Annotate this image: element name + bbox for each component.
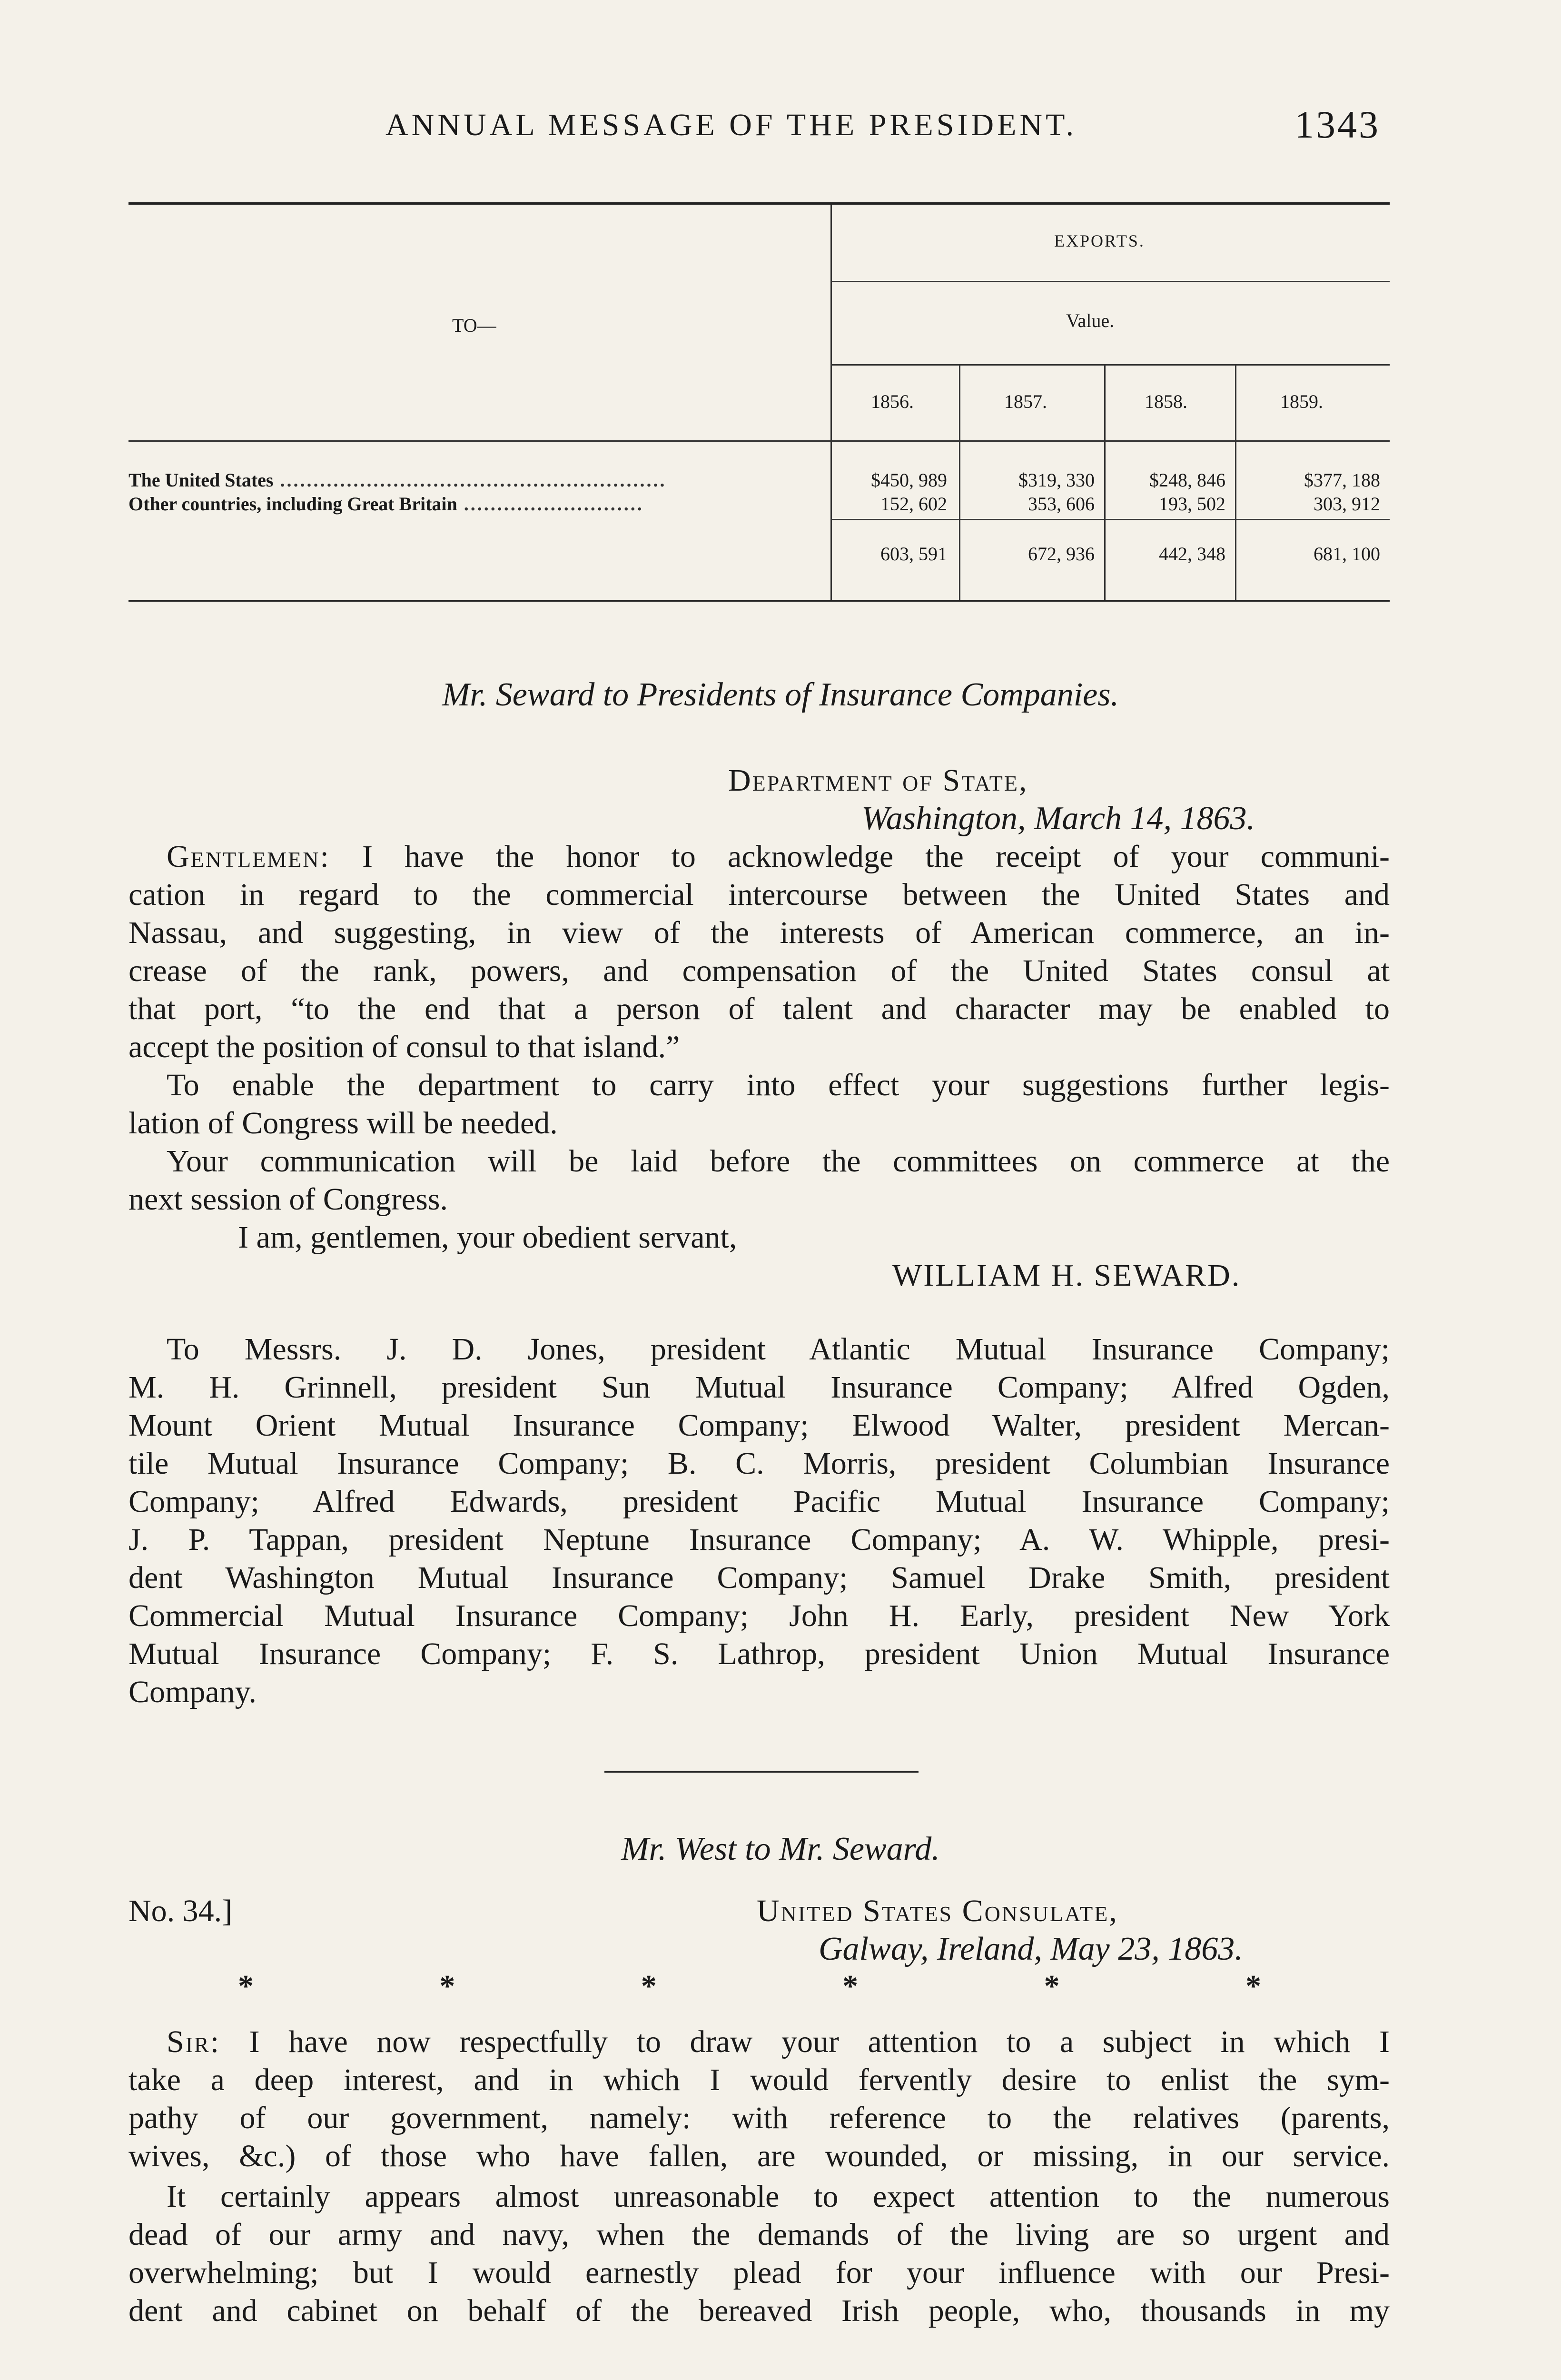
- addressee-line: Mount Orient Mutual Insurance Company; Elwood Walter, president Mercan-: [128, 1408, 1390, 1443]
- table-cell: $450, 989: [871, 469, 947, 491]
- year-header: 1857.: [1004, 391, 1047, 412]
- table-cell: 353, 606: [1028, 493, 1095, 515]
- letter2-line: Sir: I have now respectfully to draw your attention to a subject in which I: [167, 2024, 1390, 2059]
- letter1-line: accept the position of consul to that island.”: [128, 1030, 680, 1064]
- letter1-line: crease of the rank, powers, and compensation of the United States consul at: [128, 953, 1390, 988]
- star: *: [439, 1969, 455, 2003]
- year-header: 1858.: [1145, 391, 1187, 412]
- year-header: 1859.: [1280, 391, 1323, 412]
- star: *: [842, 1969, 859, 2003]
- table-cell: $319, 330: [1018, 469, 1095, 491]
- letter2-office: United States Consulate,: [757, 1894, 1118, 1928]
- col-header-to: TO—: [452, 315, 496, 336]
- running-header: [128, 103, 1390, 150]
- letter1-salutation: Gentlemen:: [167, 839, 330, 874]
- row-label: Other countries, including Great Britain ...........................: [128, 493, 644, 515]
- letter1-heading: Mr. Seward to Presidents of Insurance Companies.: [442, 676, 1119, 713]
- total-cell: 681, 100: [1314, 543, 1380, 565]
- addressee-line: M. H. Grinnell, president Sun Mutual Insurance Company; Alfred Ogden,: [128, 1370, 1390, 1405]
- row-label: The United States ..........................................................: [128, 469, 667, 491]
- total-cell: 603, 591: [880, 543, 947, 565]
- total-cell: 442, 348: [1159, 543, 1225, 565]
- letter1-line: next session of Congress.: [128, 1182, 448, 1217]
- addressee-line: J. P. Tappan, president Neptune Insurance Company; A. W. Whipple, presi-: [128, 1522, 1390, 1557]
- exports-table: [128, 202, 1390, 602]
- letter1-line: To enable the department to carry into effect your suggestions further legis-: [167, 1068, 1390, 1102]
- letter1-line: cation in regard to the commercial intercourse between the United States and: [128, 877, 1390, 912]
- addressee-line: Company.: [128, 1675, 257, 1709]
- letter2-place-date: Galway, Ireland, May 23, 1863.: [819, 1931, 1243, 1967]
- letter2-line: overwhelming; but I would earnestly plead for your influence with our Presi-: [128, 2255, 1390, 2290]
- addressee-line: Commercial Mutual Insurance Company; John H. Early, president New York: [128, 1598, 1390, 1633]
- total-cell: 672, 936: [1028, 543, 1095, 565]
- letter2-line: take a deep interest, and in which I would fervently desire to enlist the sym-: [128, 2063, 1390, 2097]
- addressee-line: Company; Alfred Edwards, president Pacific Mutual Insurance Company;: [128, 1484, 1390, 1519]
- addressee-line: To Messrs. J. D. Jones, president Atlantic Mutual Insurance Company;: [167, 1332, 1390, 1367]
- sub-header-value: Value.: [1066, 310, 1115, 331]
- star: *: [641, 1969, 657, 2003]
- section-divider: [604, 1771, 919, 1773]
- letter1-line: lation of Congress will be needed.: [128, 1106, 558, 1140]
- table-cell: 303, 912: [1314, 493, 1380, 515]
- letter2-line: pathy of our government, namely: with reference to the relatives (parents,: [128, 2101, 1390, 2135]
- letter1-place-date: Washington, March 14, 1863.: [861, 800, 1255, 837]
- addressee-line: Mutual Insurance Company; F. S. Lathrop, president Union Mutual Insurance: [128, 1636, 1390, 1671]
- letter2-heading: Mr. West to Mr. Seward.: [621, 1831, 940, 1867]
- ellipsis-stars: [238, 1968, 1261, 2004]
- letter1-line: Gentlemen: I have the honor to acknowledge the receipt of your communi-: [167, 839, 1390, 874]
- table-cell: 193, 502: [1159, 493, 1225, 515]
- letter2-salutation: Sir:: [167, 2024, 221, 2059]
- addressee-line: dent Washington Mutual Insurance Company; Samuel Drake Smith, president: [128, 1560, 1390, 1595]
- letter2-number: No. 34.]: [128, 1894, 233, 1928]
- addressee-line: tile Mutual Insurance Company; B. C. Morris, president Columbian Insurance: [128, 1446, 1390, 1481]
- letter2-line: dead of our army and navy, when the demands of the living are so urgent and: [128, 2217, 1390, 2252]
- letter2-line: It certainly appears almost unreasonable to expect attention to the numerous: [167, 2179, 1390, 2214]
- letter2-line: wives, &c.) of those who have fallen, are wounded, or missing, in our service.: [128, 2139, 1390, 2173]
- table-cell: $377, 188: [1304, 469, 1380, 491]
- letter1-line: Your communication will be laid before the committees on commerce at the: [167, 1144, 1390, 1179]
- group-header-exports: EXPORTS.: [1054, 231, 1145, 250]
- page-number: 1343: [1294, 103, 1380, 146]
- table-cell: $248, 846: [1149, 469, 1225, 491]
- star: *: [1245, 1969, 1261, 2003]
- letter1-line: that port, “to the end that a person of talent and character may be enabled to: [128, 992, 1390, 1026]
- letter1-dept: Department of State,: [728, 763, 1028, 798]
- table-cell: 152, 602: [880, 493, 947, 515]
- star: *: [238, 1969, 254, 2003]
- letter1-signature: WILLIAM H. SEWARD.: [892, 1258, 1241, 1293]
- year-header: 1856.: [871, 391, 914, 412]
- letter2-line: dent and cabinet on behalf of the bereaved Irish people, who, thousands in my: [128, 2293, 1390, 2328]
- star: *: [1044, 1969, 1060, 2003]
- running-title: ANNUAL MESSAGE OF THE PRESIDENT.: [385, 108, 1077, 142]
- letter1-line: I am, gentlemen, your obedient servant,: [238, 1220, 737, 1255]
- letter1-line: Nassau, and suggesting, in view of the interests of American commerce, an in-: [128, 915, 1390, 950]
